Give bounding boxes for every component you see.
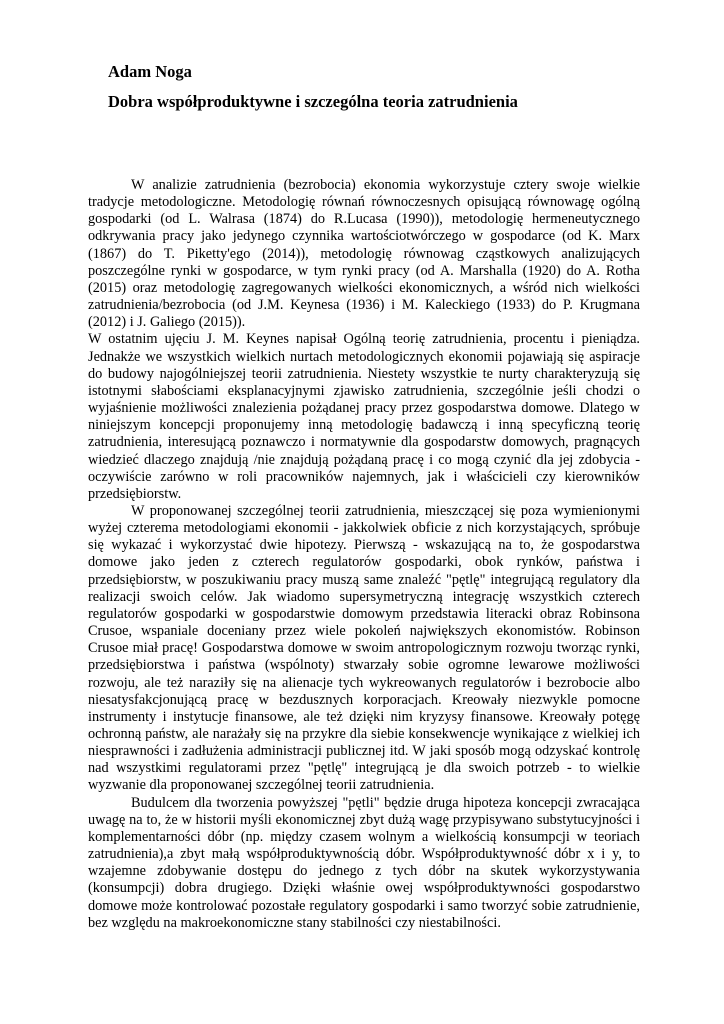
document-body — [88, 177, 640, 932]
document-title: Dobra współproduktywne i szczególna teoria zatrudnienia — [108, 92, 518, 111]
paragraph-1: W analizie zatrudnienia (bezrobocia) ekonomia wykorzystuje cztery swoje wielkie tradycje metodologiczne. Metodologię równań równoczesnych opisującą równowagę ogólną gospodarki (od L. Walrasa (1874) do R.Lucasa (1990)), metodologię hermeneutycznego odkrywania pracy jako jedynego czynnika wartościotwórczego w gospodarce (od K. Marx (1867) do T. Piketty'ego (2014)), metodologię równowag cząstkowych analizujących poszczególne rynki w gospodarce, w tym rynki pracy (od A. Marshalla (1920) do A. Rotha (2015) oraz metodologię zagregowanych wielkości ekonomicznych, a wśród nich wielkości zatrudnienia/bezrobocia (od J.M. Keynesa (1936) i M. Kaleckiego (1933) do P. Krugmana (2012) i J. Galiego (2015)). — [88, 177, 640, 331]
author-name: Adam Noga — [108, 62, 192, 81]
paragraph-3: W proponowanej szczególnej teorii zatrudnienia, mieszczącej się poza wymienionymi wyżej czterema metodologiami ekonomii - jakkolwiek obficie z nich korzystających, spróbuje się wykazać i wykorzystać dwie hipotezy. Pierwszą - wskazującą na to, że gospodarstwa domowe jako jeden z czterech regulatorów gospodarki, obok rynków, państwa i przedsiębiorstw, w poszukiwaniu pracy muszą same znaleźć "pętlę" integrującą regulatory dla realizacji swoich celów. Jak wiadomo supersymetryczną integrację wszystkich czterech regulatorów gospodarki w gospodarstwie domowym przedstawia literacki obraz Robinsona Crusoe, wspaniale doceniany przez wiele pokoleń największych ekonomistów. Robinson Crusoe miał pracę! Gospodarstwa domowe w swoim antropologicznym rozwoju tworząc rynki, przedsiębiorstwa i państwa (wspólnoty) stwarzały sobie ogromne lewarowe możliwości rozwoju, ale też naraziły się na alienacje tych wykreowanych regulatorów i bezrobocie albo niesatysfakcjonującą pracę w bezdusznych korporacjach. Kreowały niezwykle pomocne instrumenty i instytucje finansowe, ale też dzięki nim kryzysy finansowe. Kreowały potęgę ochronną państw, ale narażały się na przykre dla siebie konsekwencje wynikające z wielkiej ich niesprawności i zadłużenia administracji publicznej itd. W jaki sposób mogą odzyskać kontrolę nad wszystkimi regulatorami przez "pętlę" integrującą je dla swoich potrzeb - to wielkie wyzwanie dla proponowanej szczególnej teorii zatrudnienia. — [88, 502, 640, 794]
paragraph-4: Budulcem dla tworzenia powyższej "pętli" będzie druga hipoteza koncepcji zwracająca uwagę na to, że w historii myśli ekonomicznej zbyt dużą wagę przypisywano substytucyjności i komplementarności dóbr (np. między czasem wolnym a wielkością konsumpcji w teoriach zatrudnienia),a zbyt małą współproduktywnością dóbr. Współproduktywność dóbr x i y, to wzajemne zdobywanie dostępu do jednego z tych dóbr na skutek wykorzystywania (konsumpcji) dobra drugiego. Dzięki właśnie owej współproduktywności gospodarstwo domowe może kontrolować pozostałe regulatory gospodarki i samo tworzyć sobie zatrudnienie, bez względu na makroekonomiczne stany stabilności czy niestabilności. — [88, 794, 640, 931]
paragraph-2: W ostatnim ujęciu J. M. Keynes napisał Ogólną teorię zatrudnienia, procentu i pieniądza. Jednakże we wszystkich wielkich nurtach metodologicznych ekonomii pojawiają się aspiracje do budowy najogólniejszej teorii zatrudnienia. Niestety wszystkie te nurty charakteryzują się istotnymi słabościami eksplanacyjnymi zjawisko zatrudnienia, szczególnie jeśli chodzi o wyjaśnienie możliwości znalezienia pożądanej pracy przez gospodarstwa domowe. Dlatego w niniejszym koncepcji proponujemy inną metodologię badawczą i inną specyficzną teorię zatrudnienia, interesującą poznawczo i normatywnie dla gospodarstw domowych, pragnących wiedzieć dlaczego znajdują /nie znajdują pożądaną pracę i co mogą czynić dla jej zdobycia - oczywiście zarówno w roli pracowników najemnych, jak i właścicieli czy kierowników przedsiębiorstw. — [88, 331, 640, 502]
